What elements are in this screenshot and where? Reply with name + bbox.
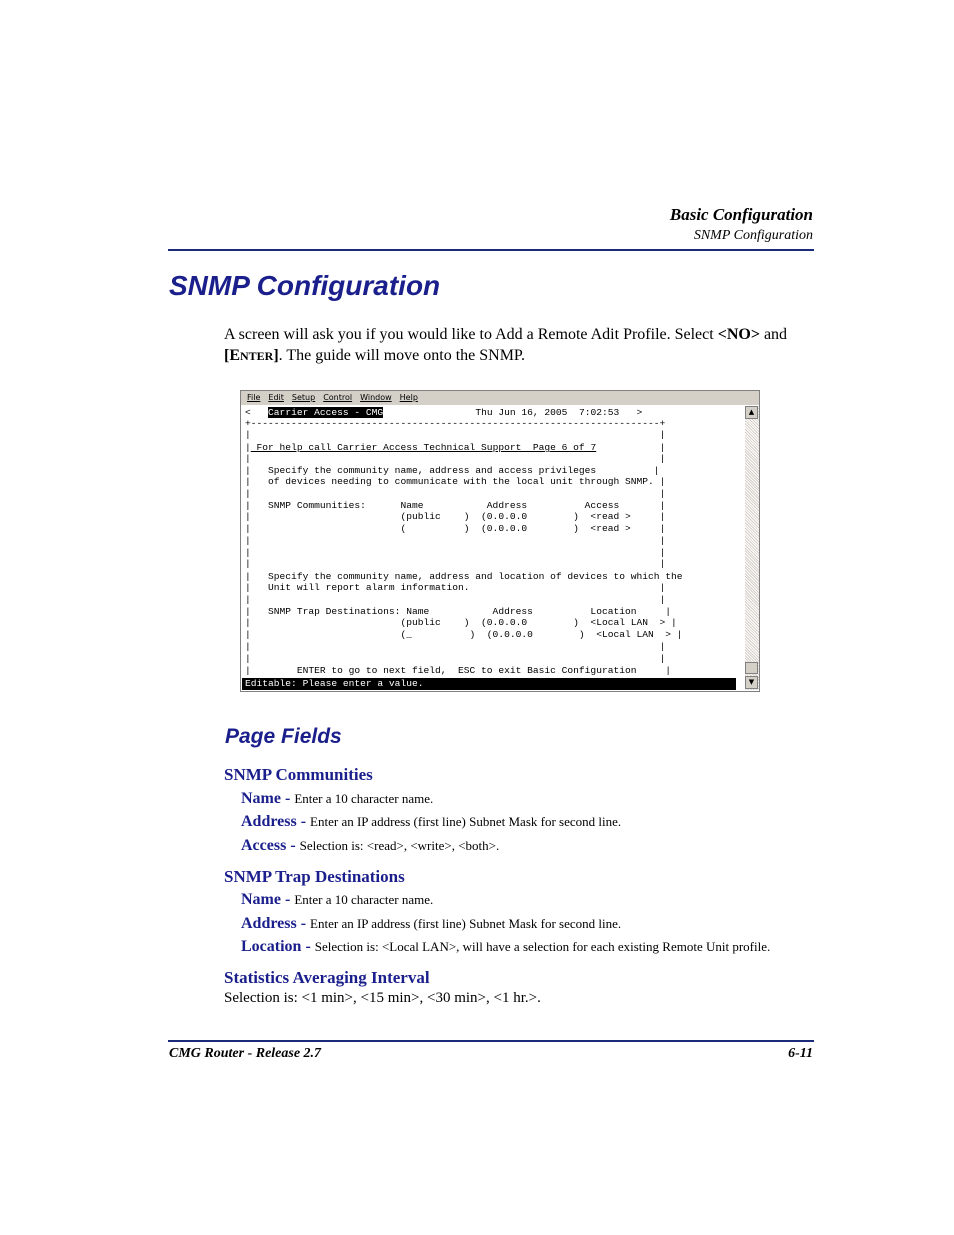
terminal-line: | Specify the community name, address and access privileges | [245, 465, 660, 476]
intro-no-key: <NO> [717, 326, 760, 343]
terminal-line: | (_ ) (0.0.0.0 ) <Local LAN > | [245, 629, 683, 640]
field-community-access: Access - Selection is: <read>, <write>, <both>. [241, 837, 500, 854]
menu-help[interactable]: Help [399, 393, 418, 402]
terminal-line: | | [245, 535, 666, 546]
running-header-section: SNMP Configuration [693, 228, 813, 243]
scroll-up-icon[interactable]: ▲ [745, 406, 758, 419]
page-fields-heading: Page Fields [225, 725, 342, 748]
intro-text-3: . The guide will move onto the SNMP. [278, 347, 526, 364]
terminal-line: | For help call Carrier Access Technical Support Page 6 of 7 | [245, 442, 666, 453]
terminal-status-bar: Editable: Please enter a value. [242, 678, 736, 690]
terminal-line: | Specify the community name, address and location of devices to which the [245, 571, 683, 582]
terminal-line: | | [245, 594, 666, 605]
field-community-name: Name - Enter a 10 character name. [241, 790, 434, 807]
statistics-averaging-heading: Statistics Averaging Interval [224, 968, 430, 987]
menu-window[interactable]: Window [360, 393, 392, 402]
terminal-line: | ENTER to go to next field, ESC to exit Basic Configuration | [245, 665, 672, 676]
terminal-line: +-----------------------------------------------------------------------+ [245, 418, 666, 429]
terminal-line: | | [245, 488, 666, 499]
intro-paragraph [224, 324, 814, 367]
terminal-datetime: Thu Jun 16, 2005 7:02:53 [475, 407, 620, 418]
terminal-line: | ( ) (0.0.0.0 ) <read > | [245, 523, 666, 534]
terminal-line-1: < Carrier Access - CMG Thu Jun 16, 2005 7:02:53 > [245, 407, 643, 418]
snmp-communities-heading: SNMP Communities [224, 765, 373, 784]
terminal-line: | | [245, 453, 666, 464]
intro-enter-key: [ENTER] [224, 347, 279, 364]
terminal-screen [242, 406, 745, 690]
terminal-title: Carrier Access - CMG [268, 407, 384, 418]
field-community-address: Address - Enter an IP address (first line) Subnet Mask for second line. [241, 813, 622, 830]
statistics-averaging-desc: Selection is: <1 min>, <15 min>, <30 min>, <1 hr.>. [224, 990, 541, 1006]
terminal-line: | | [245, 547, 666, 558]
field-trap-name: Name - Enter a 10 character name. [241, 891, 434, 908]
terminal-screenshot [240, 390, 760, 692]
terminal-line: | (public ) (0.0.0.0 ) <read > | [245, 511, 666, 522]
page-title: SNMP Configuration [169, 270, 441, 301]
running-header-chapter: Basic Configuration [669, 205, 813, 224]
terminal-scrollbar[interactable] [745, 406, 759, 690]
header-rule [168, 249, 814, 251]
footer-page-number: 6-11 [788, 1046, 813, 1061]
menu-control[interactable]: Control [323, 393, 353, 402]
scroll-down-icon[interactable]: ▼ [745, 676, 758, 689]
menu-file[interactable]: File [247, 393, 261, 402]
terminal-line: | SNMP Trap Destinations: Name Address Location | [245, 606, 672, 617]
terminal-line: | | [245, 641, 666, 652]
terminal-line: | | [245, 558, 666, 569]
scroll-thumb[interactable] [745, 662, 758, 674]
footer-rule [168, 1040, 814, 1042]
field-trap-location: Location - Selection is: <Local LAN>, will have a selection for each existing Remote Unit profile. [241, 938, 771, 955]
snmp-trap-destinations-heading: SNMP Trap Destinations [224, 867, 405, 886]
terminal-line: | SNMP Communities: Name Address Access | [245, 500, 666, 511]
terminal-line: | | [245, 653, 666, 664]
terminal-line: | (public ) (0.0.0.0 ) <Local LAN > | [245, 617, 677, 628]
footer-document-title: CMG Router - Release 2.7 [169, 1046, 322, 1061]
terminal-line: | of devices needing to communicate with the local unit through SNMP. | [245, 476, 666, 487]
menu-setup[interactable]: Setup [291, 393, 316, 402]
terminal-line: | Unit will report alarm information. | [245, 582, 666, 593]
intro-text-1: A screen will ask you if you would like to Add a Remote Adit Profile. Select [224, 326, 718, 343]
menu-edit[interactable]: Edit [268, 393, 284, 402]
field-trap-address: Address - Enter an IP address (first line) Subnet Mask for second line. [241, 915, 622, 932]
terminal-menubar [241, 391, 759, 405]
terminal-line: | | [245, 429, 666, 440]
intro-text-2: and [759, 326, 788, 343]
